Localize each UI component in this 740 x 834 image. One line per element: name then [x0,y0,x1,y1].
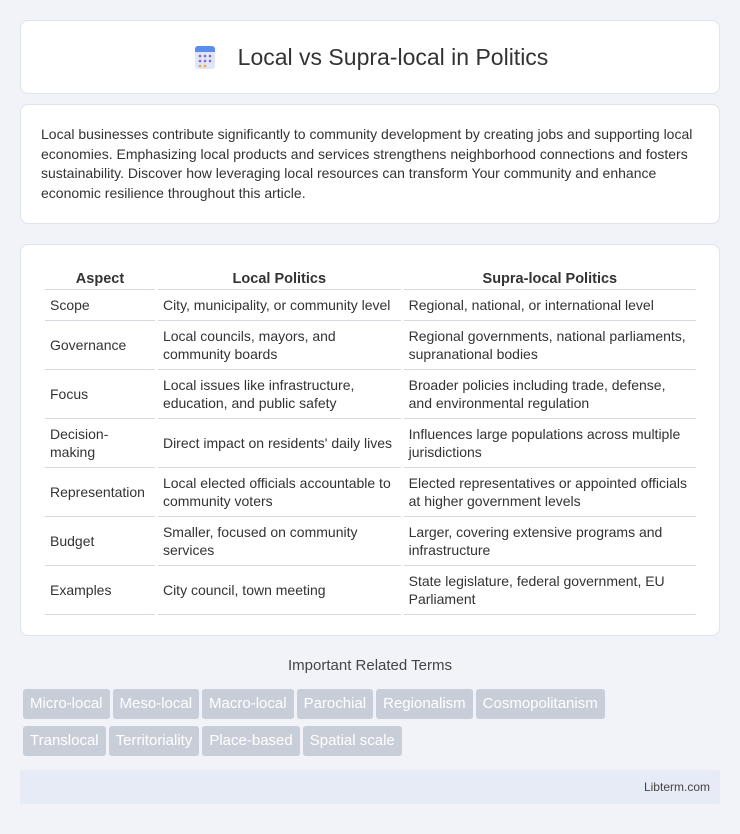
header-local-politics: Local Politics [158,263,401,290]
header-card [20,20,720,94]
cell-aspect: Representation [45,468,155,517]
page-title: Local vs Supra-local in Politics [237,43,549,70]
table-row [45,566,696,615]
cell-local: Smaller, focused on community services [158,517,401,566]
term-tag[interactable]: Cosmopolitanism [476,689,605,719]
cell-local: Direct impact on residents' daily lives [158,419,401,468]
related-terms-title: Important Related Terms [288,657,452,674]
table-row [45,419,696,468]
cell-supra-local: Regional, national, or international level [404,290,696,321]
cell-supra-local: State legislature, federal government, EU Parliament [404,566,696,615]
cell-local: Local councils, mayors, and community boards [158,321,401,370]
footer [20,770,720,804]
cell-supra-local: Larger, covering extensive programs and infrastructure [404,517,696,566]
cell-aspect: Budget [45,517,155,566]
cell-supra-local: Influences large populations across multiple jurisdictions [404,419,696,468]
term-tag[interactable]: Translocal [23,726,106,756]
header-aspect: Aspect [45,263,155,290]
term-tag[interactable]: Meso-local [113,689,200,719]
cell-aspect: Focus [45,370,155,419]
cell-supra-local: Broader policies including trade, defense, and environmental regulation [404,370,696,419]
term-tag[interactable]: Parochial [297,689,374,719]
header-supra-local-politics: Supra-local Politics [404,263,696,290]
table-row [45,321,696,370]
intro-card [20,104,720,224]
term-tag[interactable]: Territoriality [109,726,200,756]
intro-text: Local businesses contribute significantly to community development by creating jobs and supporting local economies. Emphasizing local products and services strengthens neighborhood connections and fosters sustainability. Discover how leveraging local resources can transform Your community and enhance economic resilience throughout this article. [41,126,693,201]
comparison-table-card [20,244,720,636]
cell-supra-local: Regional governments, national parliaments, supranational bodies [404,321,696,370]
cell-aspect: Examples [45,566,155,615]
table-row [45,517,696,566]
table-header-row [45,263,696,290]
cell-local: City, municipality, or community level [158,290,401,321]
term-tag[interactable]: Macro-local [202,689,294,719]
term-tag[interactable]: Spatial scale [303,726,402,756]
comparison-table [42,263,699,615]
term-tag[interactable]: Micro-local [23,689,110,719]
footer-site-link[interactable]: Libterm.com [643,780,710,794]
document-list-icon [192,44,218,70]
cell-local: Local issues like infrastructure, education, and public safety [158,370,401,419]
term-tag[interactable]: Regionalism [376,689,473,719]
cell-aspect: Scope [45,290,155,321]
cell-local: Local elected officials accountable to community voters [158,468,401,517]
term-tag[interactable]: Place-based [202,726,299,756]
table-row [45,370,696,419]
cell-aspect: Governance [45,321,155,370]
cell-aspect: Decision-making [45,419,155,468]
related-terms-list [23,689,723,763]
cell-local: City council, town meeting [158,566,401,615]
table-row [45,468,696,517]
table-row [45,290,696,321]
cell-supra-local: Elected representatives or appointed officials at higher government levels [404,468,696,517]
